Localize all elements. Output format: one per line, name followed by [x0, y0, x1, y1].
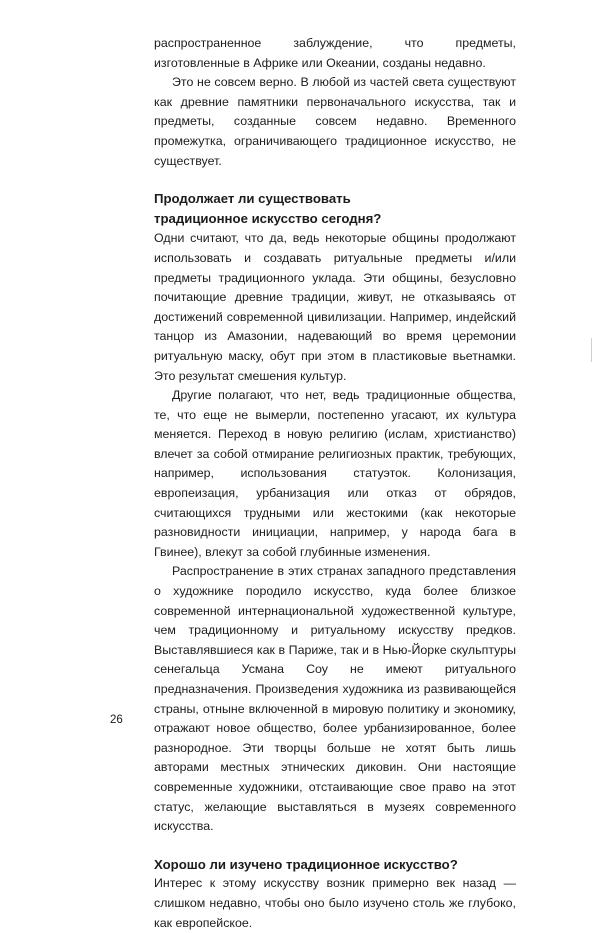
spacer [154, 837, 516, 855]
section-heading-studied: Хорошо ли изучено традиционное искусство? [154, 856, 458, 872]
section-heading-tradition-today [154, 189, 516, 228]
scan-edge-mark [591, 338, 592, 362]
heading-line-1: Продолжает ли существовать [154, 191, 351, 207]
heading-line-2: традиционное искусство сегодня? [154, 210, 382, 226]
paragraph-others-believe: Другие полагают, что нет, ведь традиционные общества, те, что еще не вымерли, постепенно угасают, их культура меняется. Переход в новую религию (ислам, христианство) влечет за собой отмирание религиозных практик, требующих, например, использования статуэток. Колонизация, европеизация, урбанизация или отказ от обрядов, считающихся трудными или жестокими (как некоторые разновидности инициации, например, у народа бага в Гвинее), влекут за собой глубинные изменения. [154, 388, 516, 559]
paragraph-continuation: распространенное заблуждение, что предметы, изготовленные в Африке или Океании, созданы недавно. [154, 36, 516, 70]
text-column [154, 34, 516, 933]
page-number: 26 [110, 714, 123, 726]
paragraph-some-believe: Одни считают, что да, ведь некоторые общины продолжают использовать и создавать ритуальные предметы и/или предметы традиционного уклада. Эти общины, безусловно почитающие древние традиции, живут, не отказываясь от достижений современной цивилизации. Например, индейский танцор из Амазонии, надевающий во время церемонии ритуальную маску, обут при этом в пластиковые вьетнамки. Это результат смешения культур. [154, 231, 516, 383]
paragraph-not-quite-true: Это не совсем верно. В любой из частей света существуют как древние памятники первоначального искусства, так и предметы, созданные совсем недавно. Временного промежутка, ограничивающего традиционное искусство, не существует. [154, 75, 516, 168]
spacer [154, 171, 516, 189]
paragraph-interest: Интерес к этому искусству возник примерно век назад — слишком недавно, чтобы оно было изучено столь же глубоко, как европейское. [154, 876, 516, 930]
paragraph-western-artist: Распространение в этих странах западного представления о художнике породило искусство, куда более близкое современной интернациональной художественной культуре, чем традиционному и ритуальному искусству предков. Выставлявшиеся как в Париже, так и в Нью-Йорке скульптуры сенегальца Усмана Соу не имеют ритуального предназначения. Произведения художника из развивающейся страны, отныне включенной в мировую политику и экономику, отражают новое общество, более урбанизированное, более разнородное. Эти творцы больше не хотят быть лишь авторами местных этнических диковин. Они настоящие современные художники, отстаивающие свое право на этот статус, желающие выставляться в музеях современного искусства. [154, 564, 516, 834]
